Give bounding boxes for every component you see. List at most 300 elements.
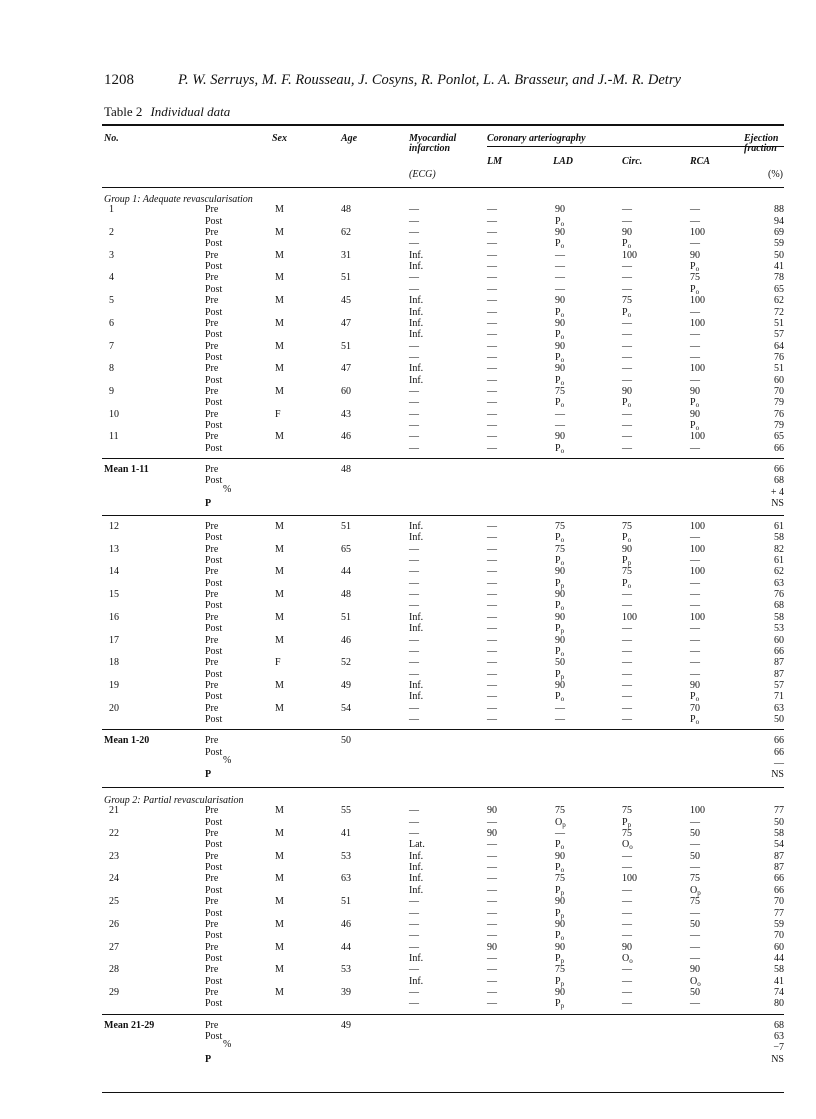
pre-label: Pre xyxy=(205,363,219,375)
mi-pre: — xyxy=(409,918,419,930)
lad-pre: 90 xyxy=(555,986,565,998)
mi-pre: — xyxy=(409,589,419,601)
pre-label: Pre xyxy=(205,521,219,532)
bottom-rule xyxy=(102,1092,784,1093)
ef-post: 71 xyxy=(774,691,784,703)
sex-value: M xyxy=(275,702,284,714)
post-label: Post xyxy=(205,261,223,273)
lad-post: $P_o$ xyxy=(555,555,565,568)
pre-label: Pre xyxy=(205,317,219,329)
rca-post: $P_o$ xyxy=(690,261,700,274)
ef-post: 61 xyxy=(774,555,784,567)
rca-pre: 75 xyxy=(690,896,700,908)
lad-pre: 90 xyxy=(555,204,565,216)
lm-post: — xyxy=(487,420,497,431)
summary-label: Mean 1-20 xyxy=(104,735,150,747)
age-value: 51 xyxy=(341,521,351,532)
lad-pre: 90 xyxy=(555,941,565,953)
rca-post: $P_o$ xyxy=(690,420,700,432)
pre-label: Pre xyxy=(205,566,219,578)
lad-pre: 90 xyxy=(555,431,565,443)
mi-post: Lat. xyxy=(409,839,425,851)
lm-post: — xyxy=(487,306,497,318)
circ-pre: 75 xyxy=(622,295,632,307)
rca-post: — xyxy=(690,907,700,919)
summary-age: 49 xyxy=(341,1019,351,1031)
summary-rule xyxy=(102,729,784,730)
lm-pre: — xyxy=(487,986,497,998)
age-value: 52 xyxy=(341,657,351,669)
lm-post: — xyxy=(487,555,497,567)
patient-number: 28 xyxy=(109,964,119,976)
lad-post: $P_o$ xyxy=(555,839,565,852)
patient-number: 17 xyxy=(109,634,119,646)
circ-post: $O_o$ xyxy=(622,839,633,852)
ef-pre: 62 xyxy=(774,295,784,307)
circ-pre: — xyxy=(622,363,632,375)
lm-pre: — xyxy=(487,340,497,352)
summary-age: 50 xyxy=(341,735,351,747)
mi-pre: — xyxy=(409,702,419,714)
circ-pre: 90 xyxy=(622,227,632,239)
mi-post: Inf. xyxy=(409,261,424,273)
age-value: 65 xyxy=(341,543,351,555)
sex-value: M xyxy=(275,896,284,908)
col-age: Age xyxy=(341,133,358,144)
col-percent: (%) xyxy=(768,169,783,180)
lad-pre: 90 xyxy=(555,918,565,930)
patient-number: 12 xyxy=(109,521,119,532)
mi-post: Inf. xyxy=(409,374,424,386)
lm-pre: 90 xyxy=(487,941,497,953)
rca-pre: 100 xyxy=(690,521,705,532)
lm-pre: — xyxy=(487,634,497,646)
rca-pre: 100 xyxy=(690,611,705,623)
mi-pre: — xyxy=(409,204,419,216)
lm-pre: — xyxy=(487,295,497,307)
rca-post: — xyxy=(690,862,700,874)
lm-post: — xyxy=(487,839,497,851)
ef-pre: 58 xyxy=(774,964,784,976)
sex-value: M xyxy=(275,918,284,930)
ef-pre: 78 xyxy=(774,272,784,284)
lm-pre: — xyxy=(487,204,497,216)
pre-label: Pre xyxy=(205,805,219,817)
rca-post: — xyxy=(690,816,700,828)
mi-post: — xyxy=(409,442,419,454)
post-label: Post xyxy=(205,351,223,363)
sex-value: M xyxy=(275,340,284,352)
summary-percent-label: % xyxy=(223,1039,232,1051)
patient-number: 10 xyxy=(109,408,119,420)
ef-pre: 77 xyxy=(774,805,784,817)
rca-post: — xyxy=(690,623,700,635)
patient-number: 19 xyxy=(109,679,119,691)
lm-pre: — xyxy=(487,611,497,623)
summary-post-label: Post xyxy=(205,746,223,758)
circ-pre: 75 xyxy=(622,828,632,840)
pre-label: Pre xyxy=(205,249,219,261)
mi-pre: — xyxy=(409,340,419,352)
circ-post: $P_p$ xyxy=(622,816,632,829)
summary-p-label: P xyxy=(205,1053,212,1065)
circ-pre: — xyxy=(622,317,632,329)
sex-value: M xyxy=(275,828,284,840)
age-value: 41 xyxy=(341,828,351,840)
ef-post: 79 xyxy=(774,397,784,409)
patient-number: 5 xyxy=(109,295,114,307)
table-label: Table 2 xyxy=(104,104,143,119)
rca-pre: 50 xyxy=(690,918,700,930)
rca-pre: 75 xyxy=(690,272,700,284)
mi-post: — xyxy=(409,215,419,227)
group-title: Group 1: Adequate revascularisation xyxy=(104,194,253,205)
circ-pre: — xyxy=(622,986,632,998)
age-value: 48 xyxy=(341,204,351,216)
table-title: Individual data xyxy=(150,104,231,119)
pre-label: Pre xyxy=(205,657,219,669)
lad-pre: — xyxy=(555,249,565,261)
summary-percent-label: % xyxy=(223,755,232,766)
age-value: 51 xyxy=(341,272,351,284)
lm-post: — xyxy=(487,215,497,227)
ef-pre: 50 xyxy=(774,249,784,261)
circ-pre: 75 xyxy=(622,521,632,532)
lad-post: $P_o$ xyxy=(555,532,565,545)
pre-label: Pre xyxy=(205,204,219,216)
mi-post: Inf. xyxy=(409,691,424,703)
lm-post: — xyxy=(487,374,497,386)
post-label: Post xyxy=(205,420,223,431)
sex-value: M xyxy=(275,204,284,216)
mi-pre: Inf. xyxy=(409,363,424,375)
lm-pre: — xyxy=(487,521,497,532)
lm-pre: — xyxy=(487,272,497,284)
lad-post: $P_o$ xyxy=(555,930,565,943)
ef-post: 80 xyxy=(774,998,784,1010)
ef-post: 66 xyxy=(774,442,784,454)
rca-pre: 50 xyxy=(690,850,700,862)
rca-post: — xyxy=(690,215,700,227)
circ-post: — xyxy=(622,645,632,657)
lm-pre: — xyxy=(487,227,497,239)
age-value: 31 xyxy=(341,249,351,261)
mi-post: — xyxy=(409,555,419,567)
ef-post: 72 xyxy=(774,306,784,318)
post-label: Post xyxy=(205,600,223,612)
pre-label: Pre xyxy=(205,340,219,352)
lm-pre: — xyxy=(487,589,497,601)
lad-pre: — xyxy=(555,272,565,284)
mi-pre: — xyxy=(409,385,419,397)
lad-pre: 90 xyxy=(555,227,565,239)
circ-post: $P_o$ xyxy=(622,532,632,545)
summary-ef-post: 66 xyxy=(774,746,784,758)
pre-label: Pre xyxy=(205,295,219,307)
lad-pre: 90 xyxy=(555,589,565,601)
rca-post: — xyxy=(690,839,700,851)
rca-pre: 90 xyxy=(690,964,700,976)
rca-pre: — xyxy=(690,657,700,669)
mi-pre: — xyxy=(409,964,419,976)
lm-post: — xyxy=(487,238,497,250)
patient-number: 8 xyxy=(109,363,114,375)
lad-post: $P_p$ xyxy=(555,952,565,965)
sex-value: M xyxy=(275,941,284,953)
ef-post: 70 xyxy=(774,930,784,942)
lm-pre: — xyxy=(487,896,497,908)
lm-pre: — xyxy=(487,850,497,862)
lad-pre: 90 xyxy=(555,295,565,307)
ef-pre: 70 xyxy=(774,896,784,908)
circ-pre: — xyxy=(622,431,632,443)
group-rule xyxy=(102,515,784,516)
summary-p-value: NS xyxy=(771,1053,784,1065)
patient-number: 29 xyxy=(109,986,119,998)
post-label: Post xyxy=(205,283,223,295)
summary-percent-change: −7 xyxy=(773,1042,784,1054)
patient-number: 18 xyxy=(109,657,119,669)
ef-pre: 87 xyxy=(774,850,784,862)
rca-post: — xyxy=(690,238,700,250)
mi-pre: — xyxy=(409,431,419,443)
rca-pre: 100 xyxy=(690,295,705,307)
post-label: Post xyxy=(205,623,223,635)
mi-pre: — xyxy=(409,657,419,669)
ef-pre: 51 xyxy=(774,363,784,375)
rca-pre: 90 xyxy=(690,385,700,397)
lad-pre: 75 xyxy=(555,543,565,555)
ef-pre: 61 xyxy=(774,521,784,532)
mi-post: — xyxy=(409,816,419,828)
circ-pre: 75 xyxy=(622,805,632,817)
mi-pre: — xyxy=(409,227,419,239)
lad-pre: 90 xyxy=(555,340,565,352)
ef-post: 50 xyxy=(774,713,784,725)
rca-pre: 100 xyxy=(690,543,705,555)
lad-post: — xyxy=(555,420,565,431)
summary-post-label: Post xyxy=(205,475,223,487)
sex-value: M xyxy=(275,679,284,691)
age-value: 46 xyxy=(341,634,351,646)
circ-pre: 100 xyxy=(622,249,637,261)
ef-post: 66 xyxy=(774,884,784,896)
patient-number: 4 xyxy=(109,272,114,284)
ef-pre: 64 xyxy=(774,340,784,352)
rca-post: $P_o$ xyxy=(690,713,700,726)
circ-post: $P_p$ xyxy=(622,555,632,568)
summary-rule xyxy=(102,1014,784,1015)
lad-post: $P_o$ xyxy=(555,374,565,387)
pre-label: Pre xyxy=(205,828,219,840)
patient-number: 21 xyxy=(109,805,119,817)
lm-post: — xyxy=(487,623,497,635)
sex-value: M xyxy=(275,521,284,532)
rca-post: — xyxy=(690,952,700,964)
ef-post: 41 xyxy=(774,261,784,273)
lad-pre: 90 xyxy=(555,317,565,329)
lad-post: $P_p$ xyxy=(555,577,565,590)
lad-post: $P_o$ xyxy=(555,600,565,613)
patient-number: 2 xyxy=(109,227,114,239)
mi-pre: Inf. xyxy=(409,521,424,532)
ef-post: 50 xyxy=(774,816,784,828)
page-number: 1208 xyxy=(104,72,134,88)
circ-pre: 100 xyxy=(622,611,637,623)
circ-post: — xyxy=(622,691,632,703)
post-label: Post xyxy=(205,442,223,454)
lm-post: — xyxy=(487,691,497,703)
summary-pre-label: Pre xyxy=(205,735,219,747)
lm-pre: 90 xyxy=(487,828,497,840)
summary-pre-label: Pre xyxy=(205,1019,219,1031)
col-rca: RCA xyxy=(690,156,711,167)
mi-post: — xyxy=(409,351,419,363)
sex-value: M xyxy=(275,805,284,817)
age-value: 44 xyxy=(341,566,351,578)
patient-number: 24 xyxy=(109,873,119,885)
mi-post: Inf. xyxy=(409,532,424,544)
lm-post: — xyxy=(487,907,497,919)
circ-pre: — xyxy=(622,918,632,930)
rca-post: $O_o$ xyxy=(690,975,701,988)
lm-post: — xyxy=(487,600,497,612)
lad-pre: 50 xyxy=(555,657,565,669)
lm-pre: — xyxy=(487,918,497,930)
ef-pre: 65 xyxy=(774,431,784,443)
lad-pre: — xyxy=(555,828,565,840)
pre-label: Pre xyxy=(205,986,219,998)
ef-pre: 62 xyxy=(774,566,784,578)
rca-pre: — xyxy=(690,589,700,601)
age-value: 51 xyxy=(341,340,351,352)
ef-pre: 69 xyxy=(774,227,784,239)
rca-post: — xyxy=(690,555,700,567)
mi-pre: Inf. xyxy=(409,317,424,329)
ef-pre: 87 xyxy=(774,657,784,669)
ef-pre: 82 xyxy=(774,543,784,555)
pre-label: Pre xyxy=(205,611,219,623)
post-label: Post xyxy=(205,998,223,1010)
lad-post: $P_p$ xyxy=(555,907,565,920)
circ-post: — xyxy=(622,907,632,919)
lad-post: $P_o$ xyxy=(555,351,565,364)
rca-post: $O_p$ xyxy=(690,884,701,897)
lm-pre: — xyxy=(487,679,497,691)
rca-post: $P_o$ xyxy=(690,283,700,296)
group-title: Group 2: Partial revascularisation xyxy=(104,795,244,806)
circ-post: $P_o$ xyxy=(622,306,632,319)
col-ejection-fraction: Ejection fraction xyxy=(744,133,779,154)
age-value: 54 xyxy=(341,702,351,714)
summary-rule xyxy=(102,458,784,459)
age-value: 53 xyxy=(341,850,351,862)
circ-pre: — xyxy=(622,340,632,352)
mi-pre: Inf. xyxy=(409,249,424,261)
post-label: Post xyxy=(205,816,223,828)
post-label: Post xyxy=(205,306,223,318)
age-value: 51 xyxy=(341,611,351,623)
summary-label: Mean 21-29 xyxy=(104,1019,155,1031)
rca-pre: 100 xyxy=(690,805,705,817)
lm-post: — xyxy=(487,283,497,295)
rca-post: — xyxy=(690,600,700,612)
summary-label: Mean 1-11 xyxy=(104,464,149,476)
sex-value: M xyxy=(275,611,284,623)
pre-label: Pre xyxy=(205,918,219,930)
post-label: Post xyxy=(205,839,223,851)
lad-pre: — xyxy=(555,702,565,714)
col-myocardial-infarction: Myocardial infarction xyxy=(409,133,457,154)
sex-value: M xyxy=(275,964,284,976)
mi-pre: — xyxy=(409,941,419,953)
post-label: Post xyxy=(205,374,223,386)
circ-pre: — xyxy=(622,657,632,669)
ef-post: 59 xyxy=(774,238,784,250)
post-label: Post xyxy=(205,238,223,250)
ef-pre: 58 xyxy=(774,611,784,623)
ef-pre: 74 xyxy=(774,986,784,998)
circ-post: — xyxy=(622,215,632,227)
circ-pre: — xyxy=(622,589,632,601)
age-value: 45 xyxy=(341,295,351,307)
mi-post: — xyxy=(409,930,419,942)
rca-post: — xyxy=(690,998,700,1010)
circ-pre: — xyxy=(622,272,632,284)
lm-pre: — xyxy=(487,363,497,375)
group-rule xyxy=(102,787,784,788)
ef-post: 79 xyxy=(774,420,784,431)
age-value: 62 xyxy=(341,227,351,239)
rca-pre: — xyxy=(690,941,700,953)
rca-post: $P_o$ xyxy=(690,397,700,410)
rca-post: $P_o$ xyxy=(690,691,700,704)
mi-post: — xyxy=(409,397,419,409)
mi-pre: — xyxy=(409,408,419,420)
rca-post: — xyxy=(690,306,700,318)
summary-age: 48 xyxy=(341,464,351,476)
patient-number: 22 xyxy=(109,828,119,840)
circ-post: — xyxy=(622,975,632,987)
ef-pre: 76 xyxy=(774,589,784,601)
age-value: 55 xyxy=(341,805,351,817)
patient-number: 7 xyxy=(109,340,114,352)
col-no: No. xyxy=(104,133,119,144)
circ-pre: — xyxy=(622,850,632,862)
col-circ: Circ. xyxy=(622,156,643,167)
rca-pre: 50 xyxy=(690,986,700,998)
ef-post: 63 xyxy=(774,577,784,589)
lm-pre: — xyxy=(487,385,497,397)
summary-ef-post: 68 xyxy=(774,475,784,487)
ef-pre: 60 xyxy=(774,634,784,646)
circ-post: — xyxy=(622,930,632,942)
patient-number: 13 xyxy=(109,543,119,555)
circ-post: $P_o$ xyxy=(622,238,632,251)
mi-pre: — xyxy=(409,805,419,817)
circ-post: — xyxy=(622,862,632,874)
summary-post-label: Post xyxy=(205,1031,223,1042)
pre-label: Pre xyxy=(205,272,219,284)
mi-pre: — xyxy=(409,566,419,578)
lad-pre: 90 xyxy=(555,634,565,646)
lad-post: $P_o$ xyxy=(555,691,565,704)
rca-pre: 100 xyxy=(690,317,705,329)
lad-post: $P_o$ xyxy=(555,397,565,410)
lad-post: $P_p$ xyxy=(555,623,565,636)
rca-post: — xyxy=(690,930,700,942)
lad-post: $P_p$ xyxy=(555,884,565,897)
